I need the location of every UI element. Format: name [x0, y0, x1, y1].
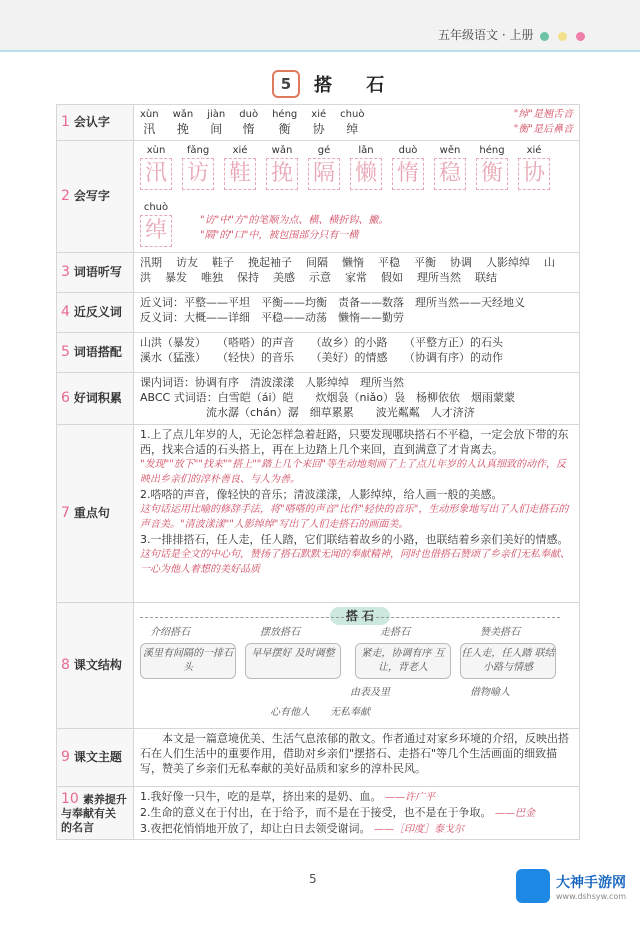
dot-green: [540, 32, 549, 41]
dictation-word: 保持: [237, 271, 259, 284]
note: "隔"的"口"中，被包围部分只有一横: [200, 230, 359, 241]
note: "访"中"方"的笔顺为点、横、横折钩、撇。: [200, 215, 389, 226]
dictation-word: 平衡: [414, 256, 436, 269]
structure-diagram: 搭 石 介绍搭石 摆放搭石 走搭石 赞美搭石 溪里有间隔的一排石头 早早摆好 及时调整 紧走，协调有序 互让，背老人 任人走，任人踏 联结小路与情感 由表及里 借物喻人 心有他人 无私奉献: [140, 605, 573, 721]
recognize-char: wǎn 挽: [172, 109, 194, 136]
lesson-number: 5: [272, 70, 300, 98]
book-title: 五年级语文 · 上册: [438, 28, 534, 42]
dictation-word: 联结: [475, 271, 497, 284]
sentence-3: 3.一排排搭石，任人走，任人踏，它们联结着故乡的小路，也联结着乡亲们美好的情感。: [140, 533, 569, 546]
dictation-word: 鞋子: [212, 256, 234, 269]
note: "衡"是后鼻音: [513, 124, 573, 135]
structure-box: 溪里有间隔的一排石头: [140, 643, 236, 679]
note: 这句话是全文的中心句，赞扬了搭石默默无闻的奉献精神，同时也借搭石赞颂了乡亲们无私奉献、一心为他人着想的美好品质: [140, 549, 570, 575]
row-write-chars: 2 会写字 xùn 汛 fǎng 访 xié 鞋 wǎn 挽 gé 隔 lǎn 懒 duò 惰 wěn 稳 héng 衡 xié 协 chuò 绰 "访"中"方"的笔顺为点、横、横折钩、撇。 "隔"的"口"中，被包围部分只有一横: [57, 141, 580, 253]
dictation-word: 平稳: [378, 256, 400, 269]
write-char: wěn 稳: [434, 143, 466, 190]
page-number: 5: [309, 872, 317, 886]
row-key-sentences: 7 重点句 1.上了点儿年岁的人，无论怎样急着赶路，只要发现哪块搭石不平稳，一定会放下带的东西，找来合适的石头搭上，再在上边踏上几个来回，直到满意了才肯离去。 "发现""放下""找来""搭上""踏上几个来回"等生动地刻画了上了点儿年岁的人认真细致的动作，反映出乡亲们的淳朴善良、与人为善。 2.嗒嗒的声音，像轻快的音乐；清波漾漾，人影绰绰，给人画一般的美感。 这句话运用比喻的修辞手法，将"嗒嗒的声音"比作"轻快的音乐"，生动形象地写出了人们走搭石的声音美。"清波漾漾""人影绰绰"写出了人们走搭石的画面美。 3.一排排搭石，任人走，任人踏，它们联结着故乡的小路，也联结着乡亲们美好的情感。 这句话是全文的中心句，赞扬了搭石默默无闻的奉献精神，同时也借搭石赞颂了乡亲们无私奉献、一心为他人着想的美好品质: [57, 425, 580, 603]
write-char: xié 鞋: [224, 143, 256, 190]
write-char: héng 衡: [476, 143, 508, 190]
row-recognize-chars: 1 会认字 xùn 汛 wǎn 挽 jiàn 间 duò 惰 héng 衡 xié 协 chuò 绰 "绰"是翘舌音 "衡"是后鼻音: [57, 105, 580, 141]
theme-text: 本文是一篇意境优美、生活气息浓郁的散文。作者通过对家乡环境的介绍，反映出搭石在人们生活中的重要作用，借助对乡亲们"摆搭石、走搭石"等几个生活画面的细致描写，赞美了乡亲们无私奉献的美好品质和家乡的淳朴民风。: [134, 729, 580, 787]
dictation-word: 理所当然: [417, 271, 461, 284]
row-dictation: 3 词语听写 汛期 访友 鞋子 挽起袖子 间隔 懒惰 平稳 平衡 协调 人影绰绰 山洪 暴发 唯独 保持 美感 示意 家常 假如 理所当然 联结: [57, 253, 580, 293]
structure-center: 搭 石: [330, 607, 390, 625]
dictation-word: 暴发: [165, 271, 187, 284]
row-synonyms: 4 近反义词 近义词：平整——平坦 平衡——均衡 责备——数落 理所当然——天经地义 反义词：大概——详细 平稳——动荡 懒惰——勤劳: [57, 293, 580, 333]
synonym-line: 近义词：平整——平坦 平衡——均衡 责备——数落 理所当然——天经地义: [140, 296, 525, 309]
recognize-char: chuò 绰: [340, 109, 365, 136]
row-quotes: 10 素养提升 与奉献有关 的名言 1.我好像一只牛，吃的是草，挤出来的是奶、血。 ——许广平 2.生命的意义在于付出，在于给予，而不是在于接受，也不是在于争取。 ——巴金 3.夜把花悄悄地开放了，却让白日去领受谢词。 ——［印度］泰戈尔: [57, 787, 580, 840]
recognize-char: jiàn 间: [207, 109, 226, 136]
lesson-title: [272, 70, 398, 98]
structure-box: 紧走，协调有序 互让，背老人: [355, 643, 451, 679]
cube-logo-icon: [516, 869, 550, 903]
write-char: xùn 汛: [140, 143, 172, 190]
dictation-word: 汛期: [140, 256, 162, 269]
dictation-word: 家常: [345, 271, 367, 284]
watermark: 大神手游网 www.dshsyw.com: [516, 862, 636, 910]
dictation-word: 山洪: [140, 256, 555, 284]
dictation-words: [134, 253, 580, 293]
write-char: xié 协: [518, 143, 550, 190]
row-collocation: 5 词语搭配 山洪（暴发） （嗒嗒）的声音 （故乡）的小路 （平整方正）的石头 溪水（猛涨） （轻快）的音乐 （美好）的情感 （协调有序）的动作: [57, 333, 580, 373]
write-char: wǎn 挽: [266, 143, 298, 190]
dot-yellow: [558, 32, 567, 41]
recognize-char: xùn 汛: [140, 109, 159, 136]
note: 这句话运用比喻的修辞手法，将"嗒嗒的声音"比作"轻快的音乐"，生动形象地写出了人们走搭石的声音美。"清波漾漾""人影绰绰"写出了人们走搭石的画面美。: [140, 504, 569, 530]
row-theme: 9 课文主题 本文是一篇意境优美、生活气息浓郁的散文。作者通过对家乡环境的介绍，反映出搭石在人们生活中的重要作用，借助对乡亲们"摆搭石、走搭石"等几个生活画面的细致描写，赞美了乡亲们无私奉献的美好品质和家乡的淳朴民风。: [57, 729, 580, 787]
write-char: lǎn 懒: [350, 143, 382, 190]
write-char: fǎng 访: [182, 143, 214, 190]
dictation-word: 假如: [381, 271, 403, 284]
structure-box: 早早摆好 及时调整: [245, 643, 341, 679]
recognize-char: duò 惰: [239, 109, 259, 136]
write-char: gé 隔: [308, 143, 340, 190]
note: "发现""放下""找来""搭上""踏上几个来回"等生动地刻画了上了点儿年岁的人认真细致的动作，反映出乡亲们的淳朴善良、与人为善。: [140, 459, 566, 485]
dictation-word: 唯独: [201, 271, 223, 284]
dictation-word: 懒惰: [342, 256, 364, 269]
page-header: [0, 0, 640, 52]
dictation-word: 访友: [176, 256, 198, 269]
antonym-line: 反义词：大概——详细 平稳——动荡 懒惰——勤劳: [140, 311, 404, 324]
divider: [140, 617, 560, 618]
recognize-char: héng 衡: [272, 109, 298, 136]
recognize-char: xié 协: [311, 109, 327, 136]
dictation-word: 间隔: [306, 256, 328, 269]
recognize-chars: [140, 107, 364, 137]
dictation-word: 挽起袖子: [248, 256, 292, 269]
lesson-table: [56, 104, 580, 840]
write-char: duò 惰: [392, 143, 424, 190]
row-good-words: 6 好词积累 课内词语：协调有序 清波漾漾 人影绰绰 理所当然 ABCC 式词语：白雪皑（ái）皑 炊烟袅（niǎo）袅 杨柳依依 烟雨蒙蒙 流水潺（chán）潺 细草累累 波光粼粼 人才济济: [57, 373, 580, 425]
dictation-word: 美感: [273, 271, 295, 284]
sentence-2: 2.嗒嗒的声音，像轻快的音乐；清波漾漾，人影绰绰，给人画一般的美感。: [140, 488, 503, 501]
write-char: chuò 绰: [140, 200, 172, 247]
structure-box: 任人走，任人踏 联结小路与情感: [460, 643, 556, 679]
note: "绰"是翘舌音: [513, 109, 573, 120]
dictation-word: 协调: [450, 256, 472, 269]
row-structure: 8 课文结构 搭 石 介绍搭石 摆放搭石 走搭石 赞美搭石 溪里有间隔的一排石头 早早摆好 及时调整 紧走，协调有序 互让，背老人 任人走，任人踏 联结小路与情感 由表及里 借物喻人 心有他人 无私奉献: [57, 603, 580, 729]
sentence-1: 1.上了点儿年岁的人，无论怎样急着赶路，只要发现哪块搭石不平稳，一定会放下带的东西，找来合适的石头搭上，再在上边踏上几个来回，直到满意了才肯离去。: [140, 428, 569, 456]
dictation-word: 示意: [309, 271, 331, 284]
dot-pink: [576, 32, 585, 41]
dictation-word: 人影绰绰: [486, 256, 530, 269]
lesson-name: 搭 石: [314, 75, 399, 96]
